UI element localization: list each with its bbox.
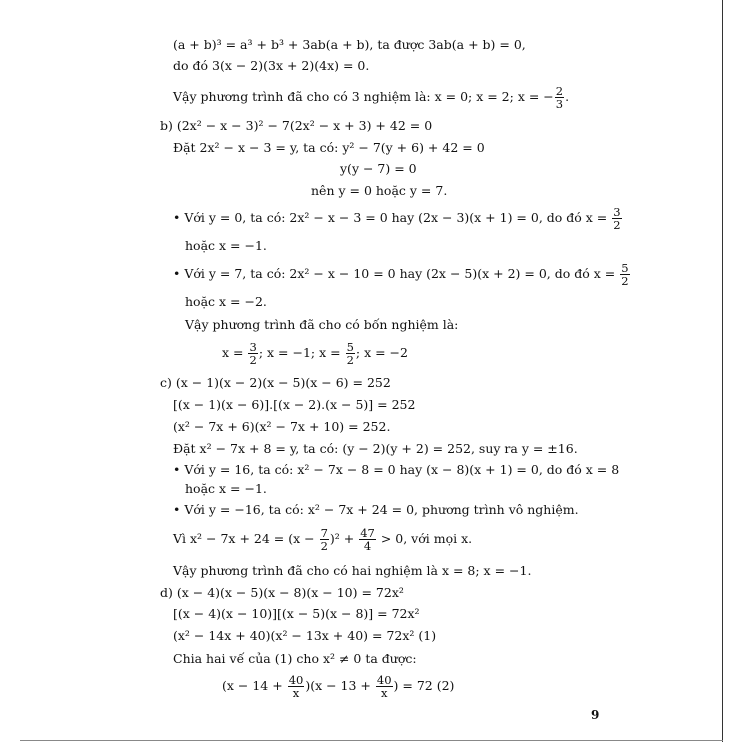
text-segment: > 0, với mọi x. xyxy=(376,531,473,546)
text-segment: Vì x² − 7x + 24 = (x − xyxy=(173,531,319,546)
text-line: hoặc x = −1. xyxy=(185,481,267,496)
text-segment: • Với y = 7, ta có: 2x² − x − 10 = 0 hay (2x − 5)(x + 2) = 0, do đó x = xyxy=(173,266,620,281)
text-segment: (x − 14 + xyxy=(222,678,287,693)
math-line-fraction xyxy=(173,85,569,110)
text-line: y(y − 7) = 0 xyxy=(340,161,417,176)
text-segment: ) = 72 (2) xyxy=(393,678,455,693)
fraction xyxy=(612,206,621,231)
text-line: (a + b)³ = a³ + b³ + 3ab(a + b), ta được 3ab(a + b) = 0, xyxy=(173,37,526,52)
fraction-denominator: 2 xyxy=(249,353,257,367)
text-segment: )(x − 13 + xyxy=(305,678,375,693)
fraction xyxy=(359,527,376,552)
fraction xyxy=(248,341,257,366)
text-line: d) (x − 4)(x − 5)(x − 8)(x − 10) = 72x² xyxy=(160,585,404,600)
text-line: b) (2x² − x − 3)² − 7(2x² − x + 3) + 42 = 0 xyxy=(160,118,433,133)
page-edge-bottom xyxy=(20,740,723,741)
math-line-fraction xyxy=(222,674,454,699)
fraction-denominator: 4 xyxy=(363,539,372,553)
fraction-numerator: 2 xyxy=(555,84,564,98)
text-line: do đó 3(x − 2)(3x + 2)(4x) = 0. xyxy=(173,58,370,73)
fraction-numerator: 3 xyxy=(249,340,257,354)
fraction-numerator: 47 xyxy=(360,526,375,540)
fraction-denominator: 2 xyxy=(621,274,629,288)
fraction-numerator: 5 xyxy=(621,261,629,275)
text-line: Vậy phương trình đã cho có bốn nghiệm là: xyxy=(185,317,459,332)
text-line: (x² − 14x + 40)(x² − 13x + 40) = 72x² (1) xyxy=(173,628,437,643)
page-number: 9 xyxy=(591,708,600,722)
math-line-fraction xyxy=(222,341,408,366)
fraction xyxy=(376,674,393,699)
text-segment: • Với y = 0, ta có: 2x² − x − 3 = 0 hay (2x − 3)(x + 1) = 0, do đó x = xyxy=(173,210,612,225)
text-segment: x = xyxy=(222,345,248,360)
text-segment: Vậy phương trình đã cho có 3 nghiệm là: x = 0; x = 2; x = − xyxy=(173,89,554,104)
fraction-numerator: 40 xyxy=(288,673,304,687)
fraction xyxy=(320,527,329,552)
fraction-numerator: 5 xyxy=(346,340,354,354)
fraction-numerator: 40 xyxy=(376,673,392,687)
fraction xyxy=(288,674,305,699)
fraction-denominator: 3 xyxy=(555,97,564,111)
fraction-denominator: x xyxy=(380,686,388,700)
fraction-denominator: 2 xyxy=(320,539,328,553)
text-segment: ; x = −2 xyxy=(355,345,408,360)
text-line: Chia hai vế của (1) cho x² ≠ 0 ta được: xyxy=(173,651,417,666)
fraction xyxy=(346,341,355,366)
math-line-fraction xyxy=(173,262,631,287)
fraction-denominator: 2 xyxy=(613,218,621,232)
text-line: Vậy phương trình đã cho có hai nghiệm là x = 8; x = −1. xyxy=(173,563,532,578)
text-line: Đặt 2x² − x − 3 = y, ta có: y² − 7(y + 6) + 42 = 0 xyxy=(173,140,485,155)
text-line: c) (x − 1)(x − 2)(x − 5)(x − 6) = 252 xyxy=(160,375,391,390)
text-line: (x² − 7x + 6)(x² − 7x + 10) = 252. xyxy=(173,419,391,434)
fraction-denominator: x xyxy=(292,686,300,700)
fraction xyxy=(620,262,629,287)
fraction-numerator: 7 xyxy=(320,526,328,540)
fraction-denominator: 2 xyxy=(346,353,354,367)
text-line: Đặt x² − 7x + 8 = y, ta có: (y − 2)(y + 2) = 252, suy ra y = ±16. xyxy=(173,441,578,456)
text-line: hoặc x = −2. xyxy=(185,294,267,309)
text-line: [(x − 4)(x − 10)][(x − 5)(x − 8)] = 72x² xyxy=(173,606,420,621)
math-line-fraction xyxy=(173,206,623,231)
text-segment: . xyxy=(565,89,570,104)
math-line-fraction xyxy=(173,527,472,552)
text-segment: )² + xyxy=(329,531,359,546)
text-line: hoặc x = −1. xyxy=(185,238,267,253)
text-line: • Với y = −16, ta có: x² − 7x + 24 = 0, phương trình vô nghiệm. xyxy=(173,502,579,517)
text-line: [(x − 1)(x − 6)].[(x − 2).(x − 5)] = 252 xyxy=(173,397,416,412)
page-edge-right xyxy=(722,0,723,742)
text-segment: ; x = −1; x = xyxy=(258,345,345,360)
text-line: nên y = 0 hoặc y = 7. xyxy=(311,183,448,198)
fraction-numerator: 3 xyxy=(613,205,621,219)
fraction xyxy=(555,85,564,110)
text-line: • Với y = 16, ta có: x² − 7x − 8 = 0 hay (x − 8)(x + 1) = 0, do đó x = 8 xyxy=(173,462,620,477)
